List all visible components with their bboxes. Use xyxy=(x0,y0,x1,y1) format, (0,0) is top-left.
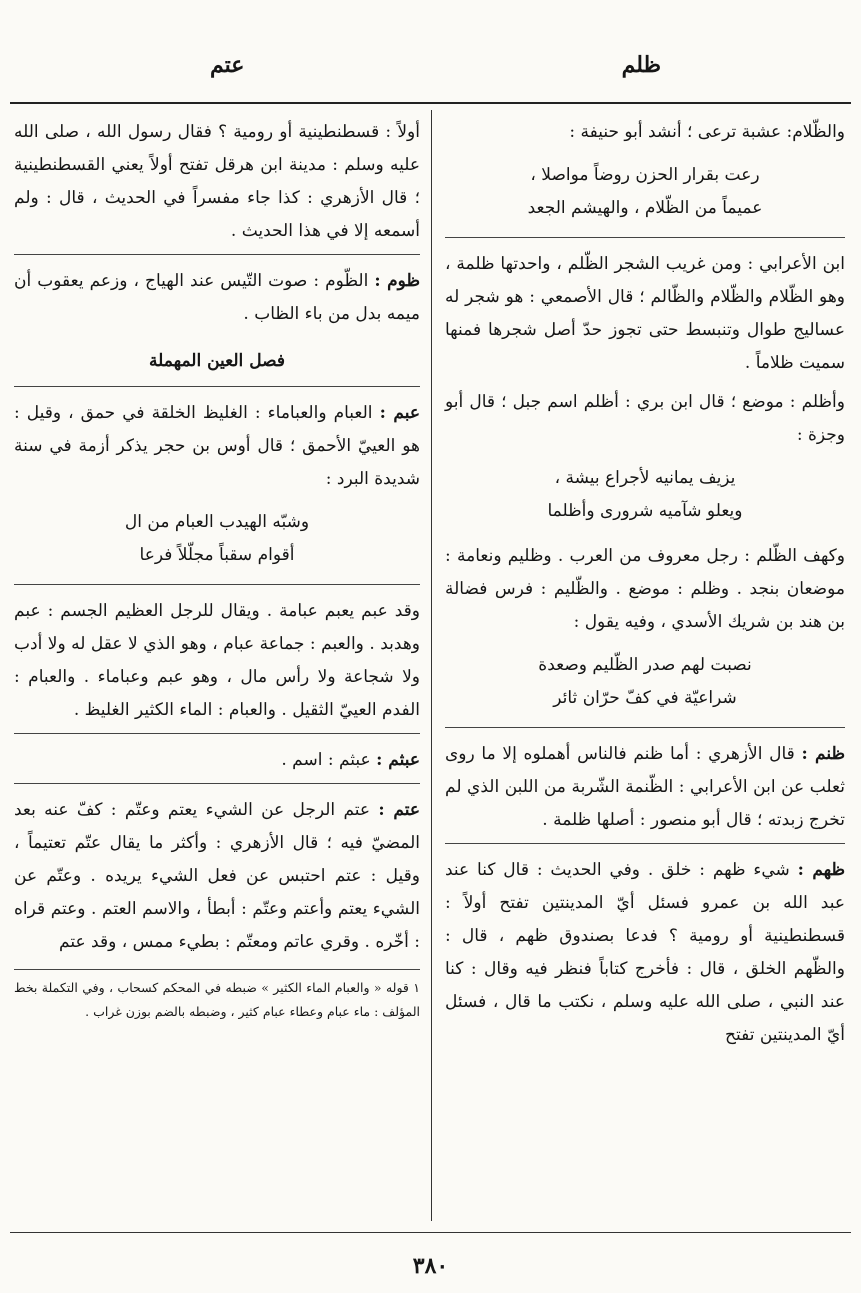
footnote: ١ قوله « والعبام الماء الكثير » ضبطه في المحكم كسحاب ، وفي التكملة بخط المؤلف : ماء عبام وعطاء عبام كثير ، وضبطه بالضم بوزن غراب . xyxy=(14,969,420,1024)
entry-text: عتم الرجل عن الشيء يعتم وعتّم : كفّ عنه بعد المضيّ فيه ؛ قال الأزهري : وأكثر ما يقال عتّم تعتيماً ، وقيل : عتم احتبس عن فعل الشيء يريده . وعتّم عن الشيء يعتم وأعتم وعتّم : أبطأ ، والاسم العتم . وعتم قراه : أخّره . وقري عاتم ومعتّم : بطيء ممس ، وقد عتم xyxy=(14,800,420,952)
column-divider xyxy=(431,110,432,1221)
section-title: فصل العين المهملة xyxy=(149,351,285,371)
running-header-left: عتم xyxy=(210,52,245,78)
section-rule xyxy=(445,843,845,844)
entry-zawm xyxy=(14,265,420,331)
entry-text: والظّلام: عشبة ترعى ؛ أنشد أبو حنيفة : xyxy=(569,122,845,142)
headword: ظهم : xyxy=(797,860,845,880)
section-rule xyxy=(445,237,845,238)
headword: عبم : xyxy=(379,403,420,423)
verse-line: وشبّه الهيدب العبام من ال xyxy=(124,512,310,532)
entry-text: الظّوم : صوت التّيس عند الهياج ، وزعم يعقوب أن ميمه بدل من باء الظاب . xyxy=(14,271,420,324)
entry-abtham xyxy=(14,744,420,777)
verse-block xyxy=(479,649,811,715)
verse-line: ويعلو شآميه شرورى وأظلما xyxy=(547,501,743,521)
left-column xyxy=(14,116,420,1024)
entry-text: وكهف الظّلم : رجل معروف من العرب . وظليم ونعامة : موضعان بنجد . وظلم : موضع . والظّليم : فرس فضالة بن هند بن شريك الأسدي ، وفيه يقول : xyxy=(445,546,845,632)
headword: عتم : xyxy=(378,800,420,820)
entry-abam xyxy=(14,397,420,496)
verse-line: نصبت لهم صدر الظّليم وصعدة xyxy=(538,655,752,675)
section-rule xyxy=(14,254,420,255)
verse-line: يزيف يمانيه لأجراع بيشة ، xyxy=(554,468,736,488)
verse-line: رعت بقرار الحزن روضاً مواصلا ، xyxy=(530,165,760,185)
headword: عبثم : xyxy=(376,750,420,770)
section-rule xyxy=(14,584,420,585)
verse-line: عميماً من الظّلام ، والهيشم الجعد xyxy=(527,198,763,218)
section-rule xyxy=(14,386,420,387)
entry-text: قال الأزهري : أما ظنم فالناس أهملوه إلا ما روى ثعلب عن ابن الأعرابي : الظّنمة الشّربة من اللبن الذي لم تخرج زبدته ؛ قال أبو منصور : أصلها ظلمة . xyxy=(445,744,845,830)
verse-block xyxy=(479,159,811,225)
verse-block xyxy=(48,506,386,572)
entry-zanam xyxy=(445,738,845,837)
entry-text: شيء ظهم : خلق . وفي الحديث : قال كنا عند عبد الله بن عمرو فسئل أيّ المدينتين تفتح أولاً : قسطنطينية أو رومية ؟ فدعا بصندوق ظهم ، قال : والظّهم الخلق ، قال : فأخرج كتاباً فنظر فيه وقال : كنا عند النبي ، صلى الله عليه وسلم ، نكتب ما قال ، فسئل أيّ المدينتين تفتح xyxy=(445,860,845,1045)
entry-text: ابن الأعرابي : ومن غريب الشجر الظّلم ، واحدتها ظلمة ، وهو الظّلام والظّلام والظّالم ؛ قال الأصمعي : هو شجر له عساليج طوال وتنبسط حتى تجوز حدّ أصل شجرها فمنها سميت ظلاماً . xyxy=(445,254,845,373)
entry-text: العبام والعباماء : الغليظ الخلقة في حمق ، وقيل : هو العييّ الأحمق ؛ قال أوس بن حجر يذكر أزمة في سنة شديدة البرد : xyxy=(14,403,420,489)
running-header-right: ظلم xyxy=(621,52,661,78)
section-rule xyxy=(445,727,845,728)
page-number: ٣٨٠ xyxy=(412,1253,449,1279)
footer-rule xyxy=(10,1232,851,1233)
verse-line: أقوام سقباً مجلّلاً فرعا xyxy=(139,545,295,565)
section-rule xyxy=(14,733,420,734)
headword: ظنم : xyxy=(801,744,846,764)
header-rule xyxy=(10,102,851,104)
entry-text: أولاً : قسطنطينية أو رومية ؟ فقال رسول الله ، صلى الله عليه وسلم : مدينة ابن هرقل تفتح أولاً يعني القسطنطينية ؛ قال الأزهري : كذا جاء مفسراً في الحديث ، قال : ولم أسمعه إلا في هذا الحديث . xyxy=(14,122,420,241)
entry-atam xyxy=(14,794,420,959)
entry-zaham xyxy=(445,854,845,1052)
entry-text: وقد عبم يعبم عبامة . ويقال للرجل العظيم الجسم : عبم وهدبد . والعبم : جماعة عبام ، وهو الذي لا عقل له ولا أدب ولا شجاعة ولا رأس مال ، وهو عبم وعباماء . والعبام : الفدم العييّ الثقيل . والعبام : الماء الكثير الغليظ . xyxy=(14,601,420,720)
entry-text: عبثم : اسم . xyxy=(281,750,371,770)
right-column xyxy=(445,116,845,1058)
verse-block xyxy=(479,462,811,528)
verse-line: شراعيّة في كفّ حرّان ثائر xyxy=(553,688,737,708)
headword: ظوم : xyxy=(374,271,420,291)
section-rule xyxy=(14,783,420,784)
entry-text: وأظلم : موضع ؛ قال ابن بري : أظلم اسم جبل ؛ قال أبو وجزة : xyxy=(445,392,845,445)
